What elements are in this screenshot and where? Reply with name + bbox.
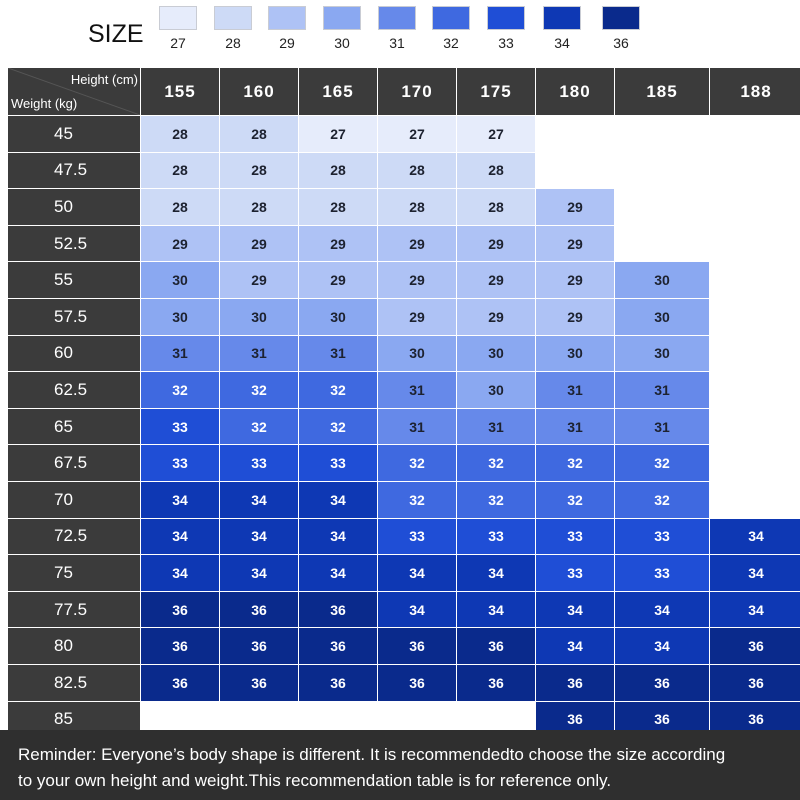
size-cell: 36 — [378, 665, 456, 701]
size-cell: 33 — [457, 519, 535, 555]
size-cell: 36 — [457, 665, 535, 701]
height-column-header: 188 — [710, 68, 800, 115]
legend-item — [542, 6, 582, 54]
size-cell — [615, 189, 709, 225]
size-cell: 34 — [378, 555, 456, 591]
height-column-header: 180 — [536, 68, 614, 115]
size-cell: 27 — [378, 116, 456, 152]
size-cell: 30 — [615, 299, 709, 335]
size-cell: 34 — [220, 519, 298, 555]
size-cell: 34 — [299, 482, 377, 518]
size-cell: 28 — [299, 153, 377, 189]
size-cell: 34 — [141, 519, 219, 555]
weight-row-header: 52.5 — [8, 226, 140, 262]
size-cell: 29 — [536, 226, 614, 262]
legend-size-label: 31 — [389, 35, 405, 51]
weight-row-header: 67.5 — [8, 445, 140, 481]
size-cell: 34 — [536, 628, 614, 664]
size-cell: 31 — [378, 372, 456, 408]
size-cell: 31 — [457, 409, 535, 445]
legend-size-label: 27 — [170, 35, 186, 51]
size-cell: 32 — [299, 409, 377, 445]
size-cell: 34 — [710, 555, 800, 591]
size-cell: 28 — [220, 153, 298, 189]
size-cell: 29 — [299, 226, 377, 262]
size-cell: 28 — [141, 153, 219, 189]
size-cell: 33 — [536, 519, 614, 555]
size-cell: 29 — [536, 189, 614, 225]
legend-swatch — [487, 6, 525, 30]
weight-row-header: 85 — [8, 702, 140, 738]
size-cell: 32 — [378, 445, 456, 481]
size-cell — [710, 372, 800, 408]
size-cell: 33 — [536, 555, 614, 591]
legend-size-label: 34 — [554, 35, 570, 51]
weight-row-header: 70 — [8, 482, 140, 518]
size-cell: 31 — [220, 336, 298, 372]
size-cell: 31 — [615, 409, 709, 445]
size-cell: 29 — [378, 262, 456, 298]
size-cell: 28 — [220, 189, 298, 225]
size-cell: 29 — [457, 299, 535, 335]
size-cell: 33 — [299, 445, 377, 481]
size-cell: 36 — [536, 702, 614, 738]
size-cell: 32 — [615, 445, 709, 481]
size-cell: 36 — [141, 592, 219, 628]
size-cell: 32 — [536, 482, 614, 518]
size-cell: 36 — [220, 628, 298, 664]
weight-row-header: 82.5 — [8, 665, 140, 701]
size-cell: 36 — [220, 665, 298, 701]
size-cell: 36 — [710, 702, 800, 738]
size-cell: 29 — [536, 262, 614, 298]
size-cell: 36 — [141, 665, 219, 701]
size-cell: 29 — [141, 226, 219, 262]
weight-row-header: 75 — [8, 555, 140, 591]
weight-row-header: 72.5 — [8, 519, 140, 555]
size-cell: 30 — [220, 299, 298, 335]
size-cell — [615, 116, 709, 152]
legend-swatch — [268, 6, 306, 30]
size-cell: 31 — [615, 372, 709, 408]
size-cell: 29 — [220, 262, 298, 298]
legend-item — [158, 6, 198, 54]
size-cell: 36 — [457, 628, 535, 664]
size-cell: 34 — [710, 592, 800, 628]
table-corner-header — [8, 68, 140, 115]
legend-item — [601, 6, 641, 54]
size-cell: 30 — [457, 372, 535, 408]
legend-size-label: 36 — [613, 35, 629, 51]
weight-row-header: 60 — [8, 336, 140, 372]
size-cell: 34 — [457, 555, 535, 591]
size-cell: 36 — [536, 665, 614, 701]
size-cell: 36 — [141, 628, 219, 664]
size-cell: 36 — [378, 628, 456, 664]
size-cell — [615, 153, 709, 189]
size-cell — [710, 336, 800, 372]
height-column-header: 185 — [615, 68, 709, 115]
size-cell: 33 — [141, 445, 219, 481]
size-cell: 32 — [220, 409, 298, 445]
legend-title: SIZE — [88, 20, 144, 48]
height-column-header: 165 — [299, 68, 377, 115]
height-column-header: 160 — [220, 68, 298, 115]
legend-item — [213, 6, 253, 54]
weight-row-header: 77.5 — [8, 592, 140, 628]
size-cell — [710, 445, 800, 481]
size-cell — [710, 409, 800, 445]
legend-swatch — [432, 6, 470, 30]
height-column-header: 155 — [141, 68, 219, 115]
height-axis-label: Height (cm) — [70, 72, 138, 87]
weight-row-header: 55 — [8, 262, 140, 298]
size-cell: 29 — [536, 299, 614, 335]
size-cell: 28 — [378, 189, 456, 225]
size-cell: 30 — [615, 336, 709, 372]
size-cell: 30 — [299, 299, 377, 335]
size-cell: 34 — [299, 519, 377, 555]
size-cell: 33 — [141, 409, 219, 445]
legend-swatch — [214, 6, 252, 30]
size-cell: 33 — [378, 519, 456, 555]
size-cell: 36 — [220, 592, 298, 628]
legend-item — [377, 6, 417, 54]
legend-size-label: 28 — [225, 35, 241, 51]
size-cell — [710, 299, 800, 335]
size-cell: 28 — [457, 189, 535, 225]
size-cell: 34 — [615, 592, 709, 628]
size-cell: 34 — [220, 555, 298, 591]
size-cell: 32 — [457, 482, 535, 518]
size-cell: 36 — [299, 592, 377, 628]
size-cell: 34 — [220, 482, 298, 518]
size-cell: 30 — [457, 336, 535, 372]
legend-size-label: 32 — [443, 35, 459, 51]
size-cell: 36 — [299, 665, 377, 701]
size-cell: 36 — [615, 665, 709, 701]
size-cell: 28 — [141, 116, 219, 152]
size-cell: 29 — [457, 262, 535, 298]
weight-row-header: 57.5 — [8, 299, 140, 335]
size-cell — [710, 116, 800, 152]
size-chart-table — [8, 68, 800, 737]
weight-row-header: 65 — [8, 409, 140, 445]
size-cell: 29 — [220, 226, 298, 262]
size-cell: 29 — [378, 299, 456, 335]
legend-swatch — [378, 6, 416, 30]
size-cell: 33 — [615, 519, 709, 555]
size-cell: 29 — [457, 226, 535, 262]
size-cell: 30 — [536, 336, 614, 372]
size-cell: 32 — [299, 372, 377, 408]
legend-swatch — [543, 6, 581, 30]
reminder-line-2: to your own height and weight.This recommendation table is for reference only. — [18, 771, 612, 790]
size-cell: 34 — [378, 592, 456, 628]
size-cell: 36 — [615, 702, 709, 738]
size-cell: 28 — [457, 153, 535, 189]
size-cell: 28 — [378, 153, 456, 189]
size-cell: 36 — [710, 628, 800, 664]
size-cell — [710, 189, 800, 225]
size-cell: 30 — [378, 336, 456, 372]
size-cell: 27 — [299, 116, 377, 152]
size-cell: 30 — [141, 299, 219, 335]
size-cell: 33 — [615, 555, 709, 591]
weight-row-header: 50 — [8, 189, 140, 225]
size-cell: 31 — [536, 372, 614, 408]
size-cell — [536, 153, 614, 189]
weight-axis-label: Weight (kg) — [11, 96, 78, 111]
size-cell: 36 — [710, 665, 800, 701]
size-cell: 32 — [378, 482, 456, 518]
size-cell: 29 — [299, 262, 377, 298]
size-cell — [710, 482, 800, 518]
size-cell: 32 — [536, 445, 614, 481]
legend-swatch — [323, 6, 361, 30]
size-cell — [536, 116, 614, 152]
size-cell — [710, 262, 800, 298]
size-cell: 32 — [615, 482, 709, 518]
size-cell: 30 — [615, 262, 709, 298]
size-cell: 34 — [536, 592, 614, 628]
height-column-header: 170 — [378, 68, 456, 115]
size-cell: 32 — [141, 372, 219, 408]
size-cell: 32 — [457, 445, 535, 481]
legend-size-label: 29 — [279, 35, 295, 51]
size-cell: 28 — [220, 116, 298, 152]
weight-row-header: 45 — [8, 116, 140, 152]
legend-swatch — [159, 6, 197, 30]
reminder-line-1: Reminder: Everyone’s body shape is different. It is recommendedto choose the size according — [18, 745, 726, 764]
size-cell: 34 — [615, 628, 709, 664]
size-cell: 31 — [299, 336, 377, 372]
legend-swatch — [602, 6, 640, 30]
size-cell — [710, 153, 800, 189]
legend-item — [431, 6, 471, 54]
size-cell: 31 — [536, 409, 614, 445]
legend-size-label: 33 — [498, 35, 514, 51]
size-cell: 34 — [457, 592, 535, 628]
size-cell: 31 — [378, 409, 456, 445]
weight-row-header: 47.5 — [8, 153, 140, 189]
size-cell: 32 — [220, 372, 298, 408]
reminder-banner — [0, 730, 800, 800]
size-cell — [710, 226, 800, 262]
legend-item — [486, 6, 526, 54]
legend-item — [322, 6, 362, 54]
size-cell: 34 — [141, 482, 219, 518]
size-cell: 28 — [299, 189, 377, 225]
size-cell: 31 — [141, 336, 219, 372]
size-cell: 28 — [141, 189, 219, 225]
legend-size-label: 30 — [334, 35, 350, 51]
size-cell — [615, 226, 709, 262]
weight-row-header: 62.5 — [8, 372, 140, 408]
size-cell: 34 — [141, 555, 219, 591]
height-column-header: 175 — [457, 68, 535, 115]
size-cell: 36 — [299, 628, 377, 664]
size-cell: 27 — [457, 116, 535, 152]
size-cell: 30 — [141, 262, 219, 298]
size-cell: 33 — [220, 445, 298, 481]
size-cell: 34 — [710, 519, 800, 555]
size-cell: 29 — [378, 226, 456, 262]
legend-item — [267, 6, 307, 54]
size-cell: 34 — [299, 555, 377, 591]
weight-row-header: 80 — [8, 628, 140, 664]
